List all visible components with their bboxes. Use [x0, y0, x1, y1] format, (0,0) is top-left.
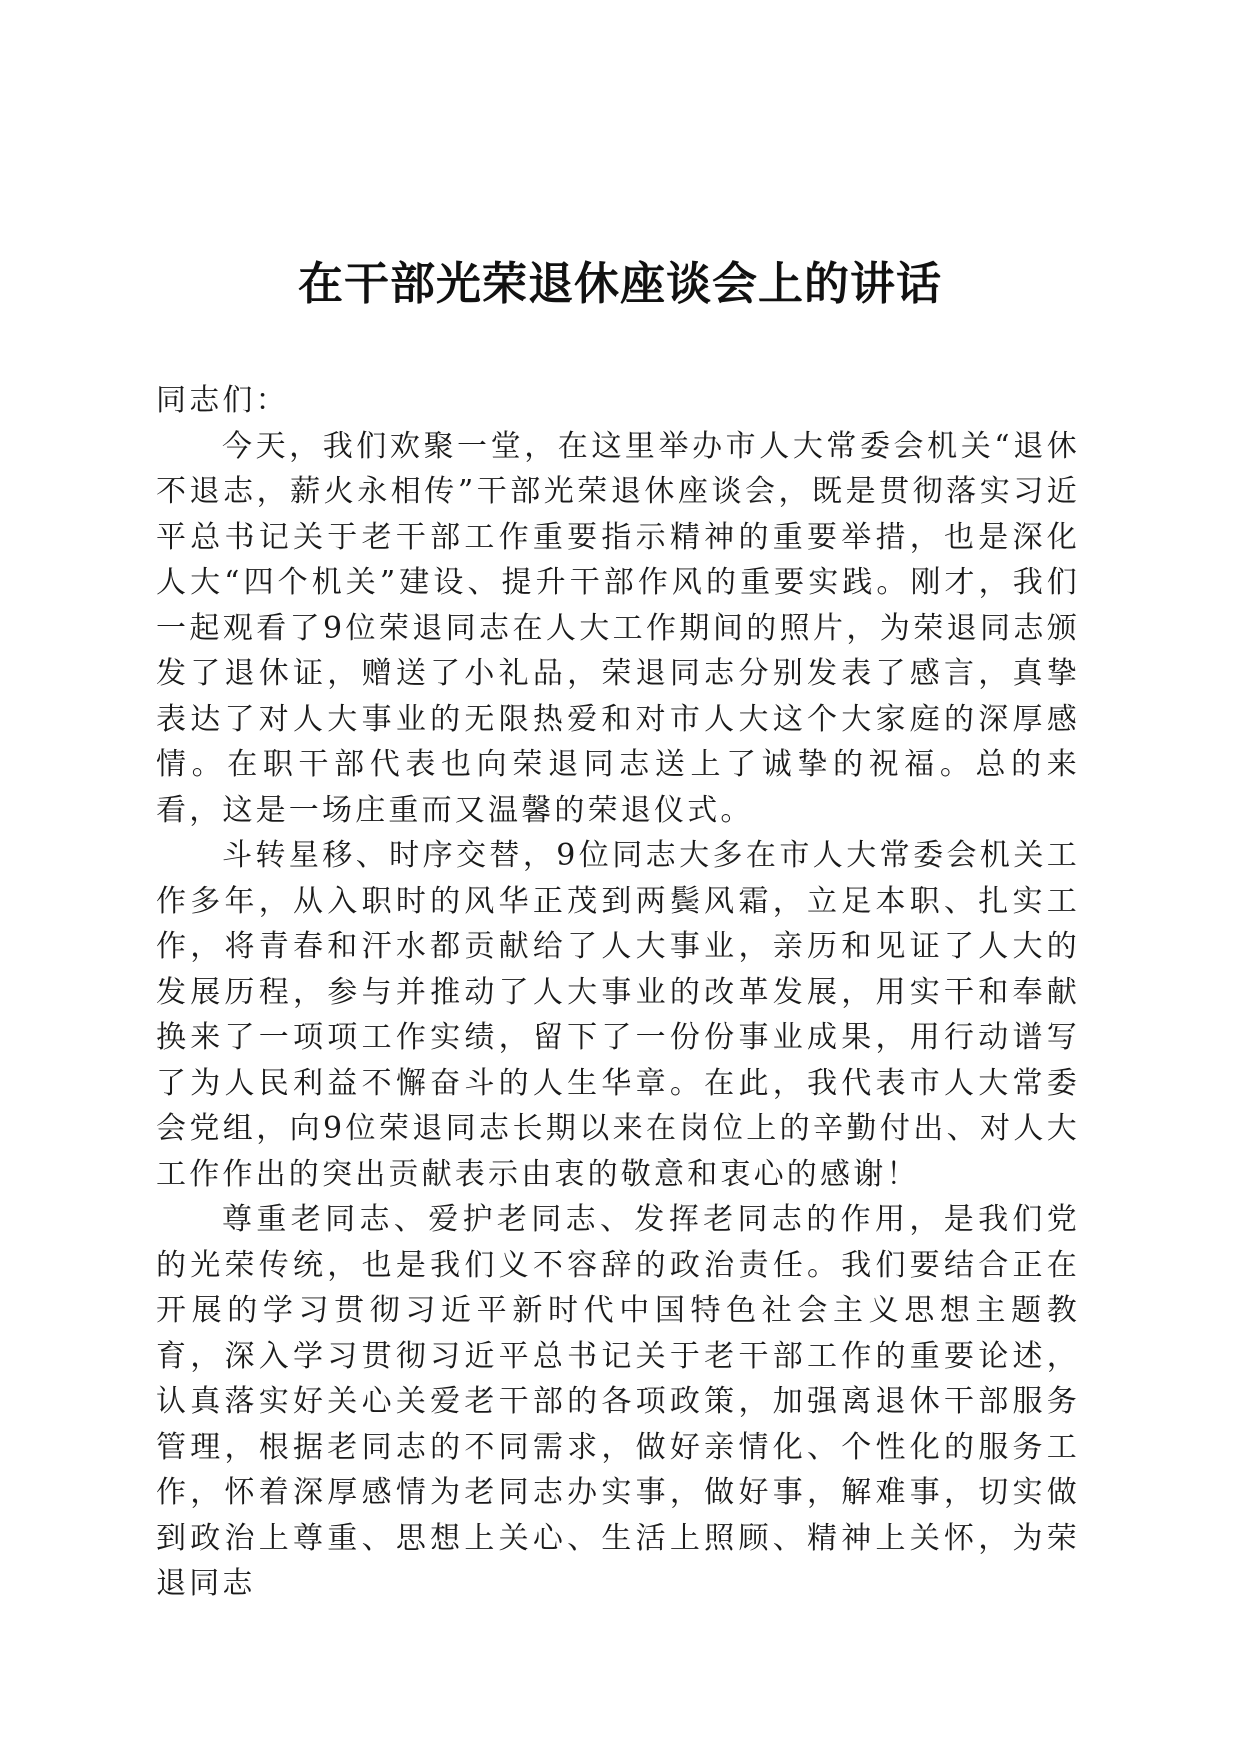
document-body: [156, 378, 1080, 1607]
paragraph-1: 今天，我们欢聚一堂，在这里举办市人大常委会机关“退休不退志，薪火永相传”干部光荣退休座谈会，既是贯彻落实习近平总书记关于老干部工作重要指示精神的重要举措，也是深化人大“四个机关”建设、提升干部作风的重要实践。刚才，我们一起观看了9位荣退同志在人大工作期间的照片，为荣退同志颁发了退休证，赠送了小礼品，荣退同志分别发表了感言，真挚表达了对人大事业的无限热爱和对市人大这个大家庭的深厚感情。在职干部代表也向荣退同志送上了诚挚的祝福。总的来看，这是一场庄重而又温馨的荣退仪式。: [156, 428, 1080, 828]
salutation: 同志们：: [156, 383, 289, 418]
paragraph-3: 尊重老同志、爱护老同志、发挥老同志的作用，是我们党的光荣传统，也是我们义不容辞的政治责任。我们要结合正在开展的学习贯彻习近平新时代中国特色社会主义思想主题教育，深入学习贯彻习近平总书记关于老干部工作的重要论述，认真落实好关心关爱老干部的各项政策，加强离退休干部服务管理，根据老同志的不同需求，做好亲情化、个性化的服务工作，怀着深厚感情为老同志办实事，做好事，解难事，切实做到政治上尊重、思想上关心、生活上照顾、精神上关怀，为荣退同志: [156, 1202, 1080, 1601]
paragraph-2: 斗转星移、时序交替，9位同志大多在市人大常委会机关工作多年，从入职时的风华正茂到两鬓风霜，立足本职、扎实工作，将青春和汗水都贡献给了人大事业，亲历和见证了人大的发展历程，参与并推动了人大事业的改革发展，用实干和奉献换来了一项项工作实绩，留下了一份份事业成果，用行动谱写了为人民利益不懈奋斗的人生华章。在此，我代表市人大常委会党组，向9位荣退同志长期以来在岗位上的辛勤付出、对人大工作作出的突出贡献表示由衷的敬意和衷心的感谢！: [156, 838, 1080, 1192]
document-title: 在干部光荣退休座谈会上的讲话: [297, 257, 942, 310]
